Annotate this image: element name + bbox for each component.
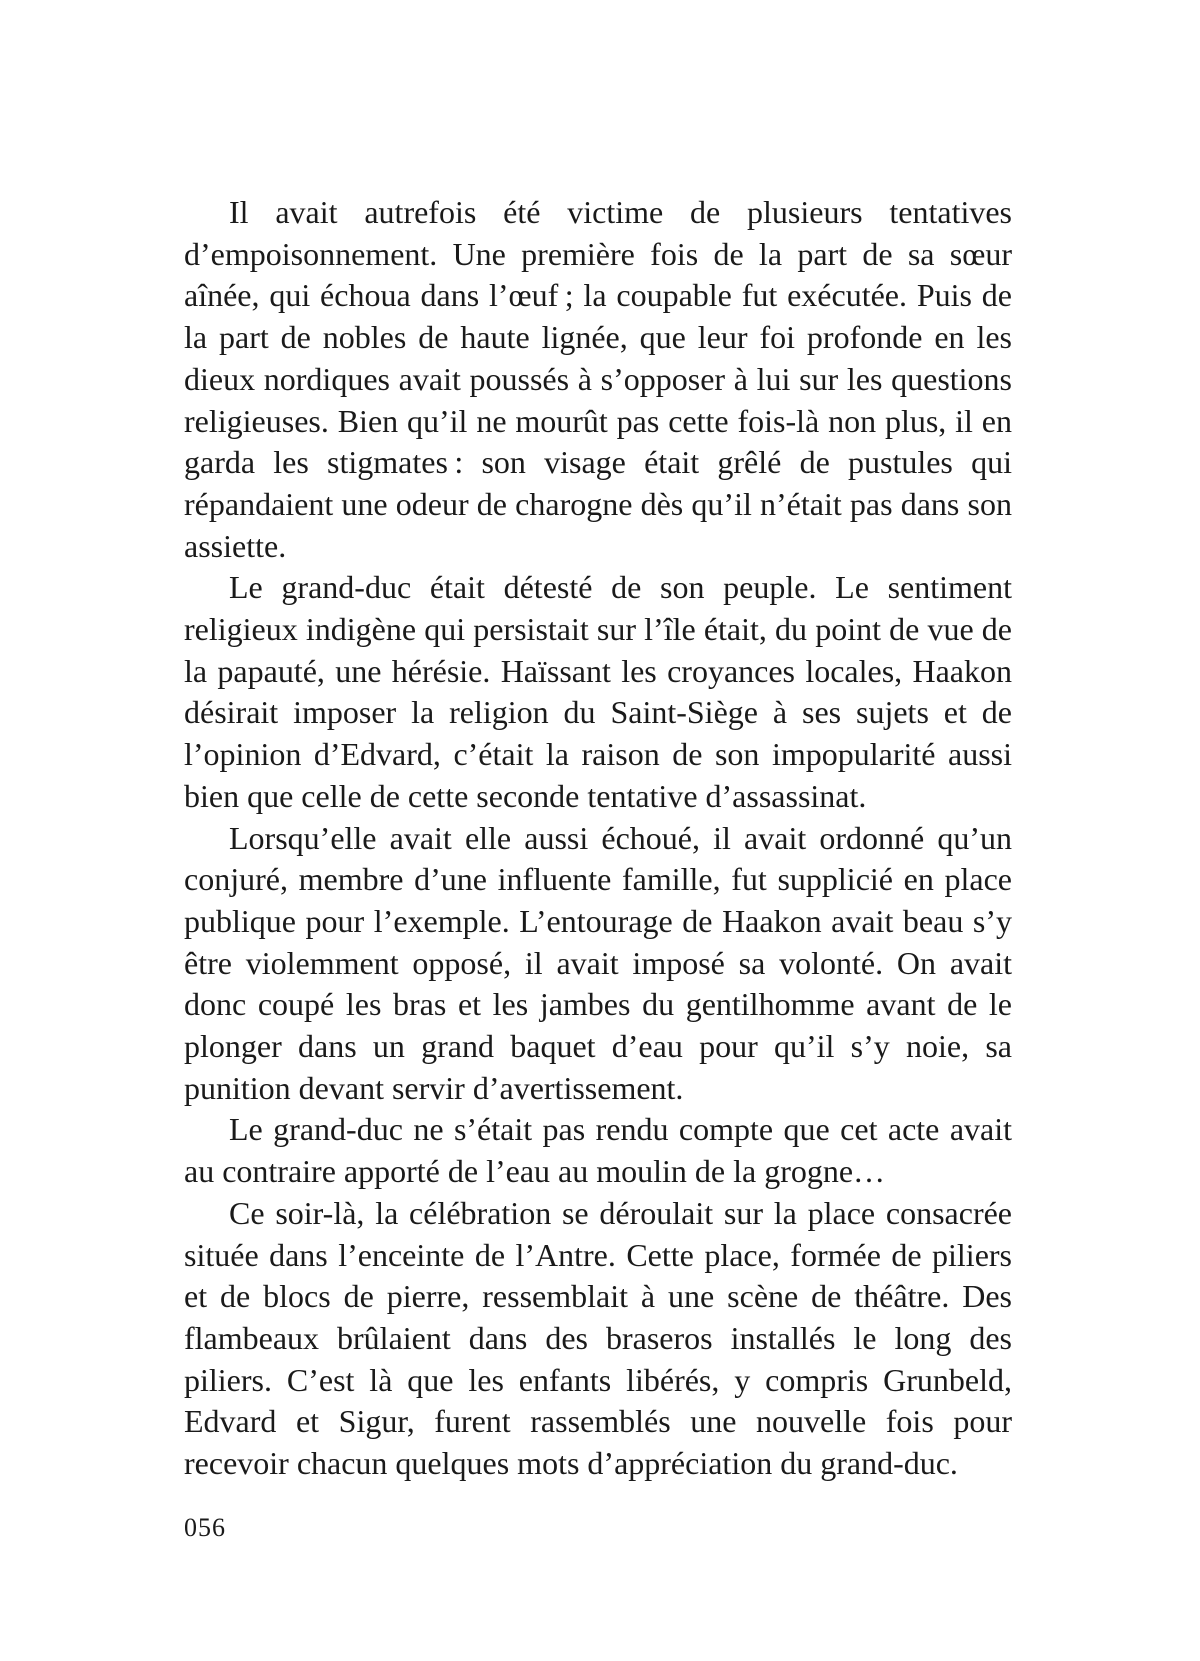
paragraph-3: Lorsqu’elle avait elle aussi échoué, il avait ordonné qu’un conjuré, membre d’une influente famille, fut supplicié en place publique pour l’exemple. L’entourage de Haakon avait beau s’y être violemment opposé, il avait imposé sa volonté. On avait donc coupé les bras et les jambes du gentilhomme avant de le plonger dans un grand baquet d’eau pour qu’il s’y noie, sa punition devant servir d’avertissement. [184, 819, 1012, 1106]
paragraph-4: Le grand-duc ne s’était pas rendu compte que cet acte avait au contraire apporté de l’eau au moulin de la grogne… [184, 1111, 1012, 1190]
paragraph-2: Le grand-duc était détesté de son peuple. Le sentiment religieux indigène qui persistait sur l’île était, du point de vue de la papauté, une hérésie. Haïssant les croyances locales, Haakon désirait imposer la religion du Saint-Siège à ses sujets et de l’opinion d’Edvard, c’était la raison de son impopularité aussi bien que celle de cette seconde tentative d’assassinat. [184, 569, 1012, 814]
paragraph-5: Ce soir-là, la célébration se déroulait sur la place consacrée située dans l’enceinte de l’Antre. Cette place, formée de piliers et de blocs de pierre, ressemblait à une scène de théâtre. Des flambeaux brûlaient dans des braseros installés le long des piliers. C’est là que les enfants libérés, y compris Grunbeld, Edvard et Sigur, furent rassemblés une nouvelle fois pour recevoir chacun quelques mots d’appréciation du grand-duc. [184, 1194, 1012, 1482]
body-text [184, 192, 1012, 1485]
paragraph-1: Il avait autrefois été victime de plusieurs tentatives d’empoisonnement. Une première fois de la part de sa sœur aînée, qui échoua dans l’œuf ; la coupable fut exécutée. Puis de la part de nobles de haute lignée, que leur foi profonde en les dieux nordiques avait poussés à s’opposer à lui sur les questions religieuses. Bien qu’il ne mourût pas cette fois-là non plus, il en garda les stigmates : son visage était grêlé de pustules qui répandaient une odeur de charogne dès qu’il n’était pas dans son assiette. [184, 194, 1012, 564]
page-number: 056 [184, 1513, 226, 1542]
